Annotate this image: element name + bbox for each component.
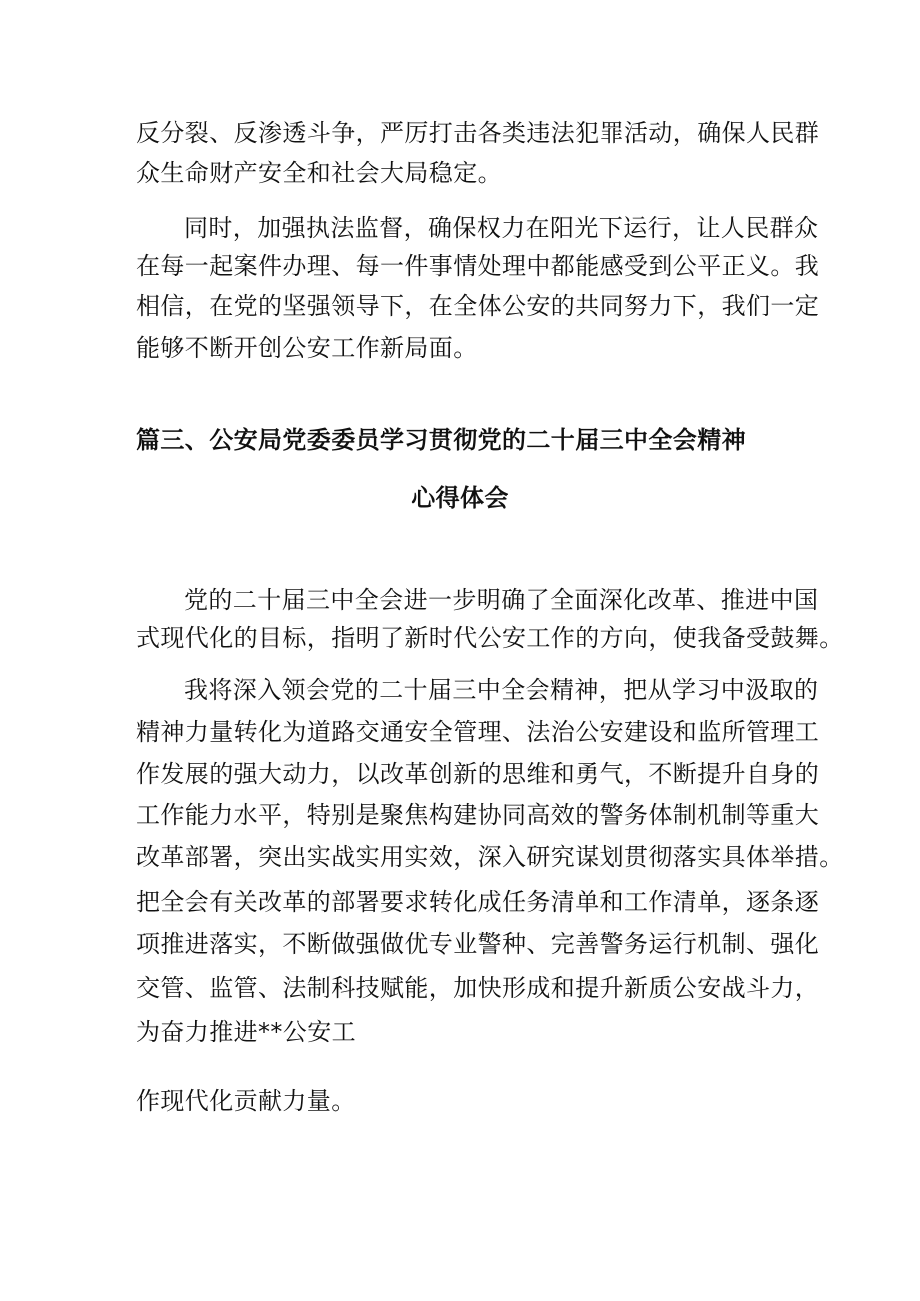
paragraph-4-line-2: 精神力量转化为道路交通安全管理、法治公安建设和监所管理工 <box>136 718 820 746</box>
paragraph-2-line-3: 相信，在党的坚强领导下，在全体公安的共同努力下，我们一定 <box>136 292 820 320</box>
paragraph-5-line-1: 作现代化贡献力量。 <box>136 1087 356 1115</box>
paragraph-4-line-9: 为奋力推进**公安工 <box>136 1018 356 1046</box>
paragraph-2-line-4: 能够不断开创公安工作新局面。 <box>136 334 478 362</box>
section-heading-line-1: 篇三、公安局党委委员学习贯彻党的二十届三中全会精神 <box>136 426 746 454</box>
paragraph-4-line-1: 我将深入领会党的二十届三中全会精神，把从学习中汲取的 <box>184 676 819 704</box>
paragraph-3-line-2: 式现代化的目标，指明了新时代公安工作的方向，使我备受鼓舞。 <box>136 624 844 652</box>
paragraph-2-line-1: 同时，加强执法监督，确保权力在阳光下运行，让人民群众 <box>184 214 819 242</box>
paragraph-4-line-5: 改革部署，突出实战实用实效，深入研究谋划贯彻落实具体举措。 <box>136 843 844 871</box>
paragraph-4-line-3: 作发展的强大动力，以改革创新的思维和勇气，不断提升自身的 <box>136 760 820 788</box>
paragraph-4-line-6: 把全会有关改革的部署要求转化成任务清单和工作清单，逐条逐 <box>136 888 820 916</box>
paragraph-2-line-2: 在每一起案件办理、每一件事情处理中都能感受到公平正义。我 <box>136 252 820 280</box>
section-heading-line-2: 心得体会 <box>411 484 509 512</box>
paragraph-3-line-1: 党的二十届三中全会进一步明确了全面深化改革、推进中国 <box>184 586 819 614</box>
paragraph-4-line-7: 项推进落实，不断做强做优专业警种、完善警务运行机制、强化 <box>136 930 820 958</box>
paragraph-4-line-4: 工作能力水平，特别是聚焦构建协同高效的警务体制机制等重大 <box>136 801 820 829</box>
paragraph-4-line-8: 交管、监管、法制科技赋能，加快形成和提升新质公安战斗力， <box>136 974 820 1002</box>
paragraph-1-line-2: 众生命财产安全和社会大局稳定。 <box>136 159 502 187</box>
paragraph-1-line-1: 反分裂、反渗透斗争，严厉打击各类违法犯罪活动，确保人民群 <box>136 119 820 147</box>
